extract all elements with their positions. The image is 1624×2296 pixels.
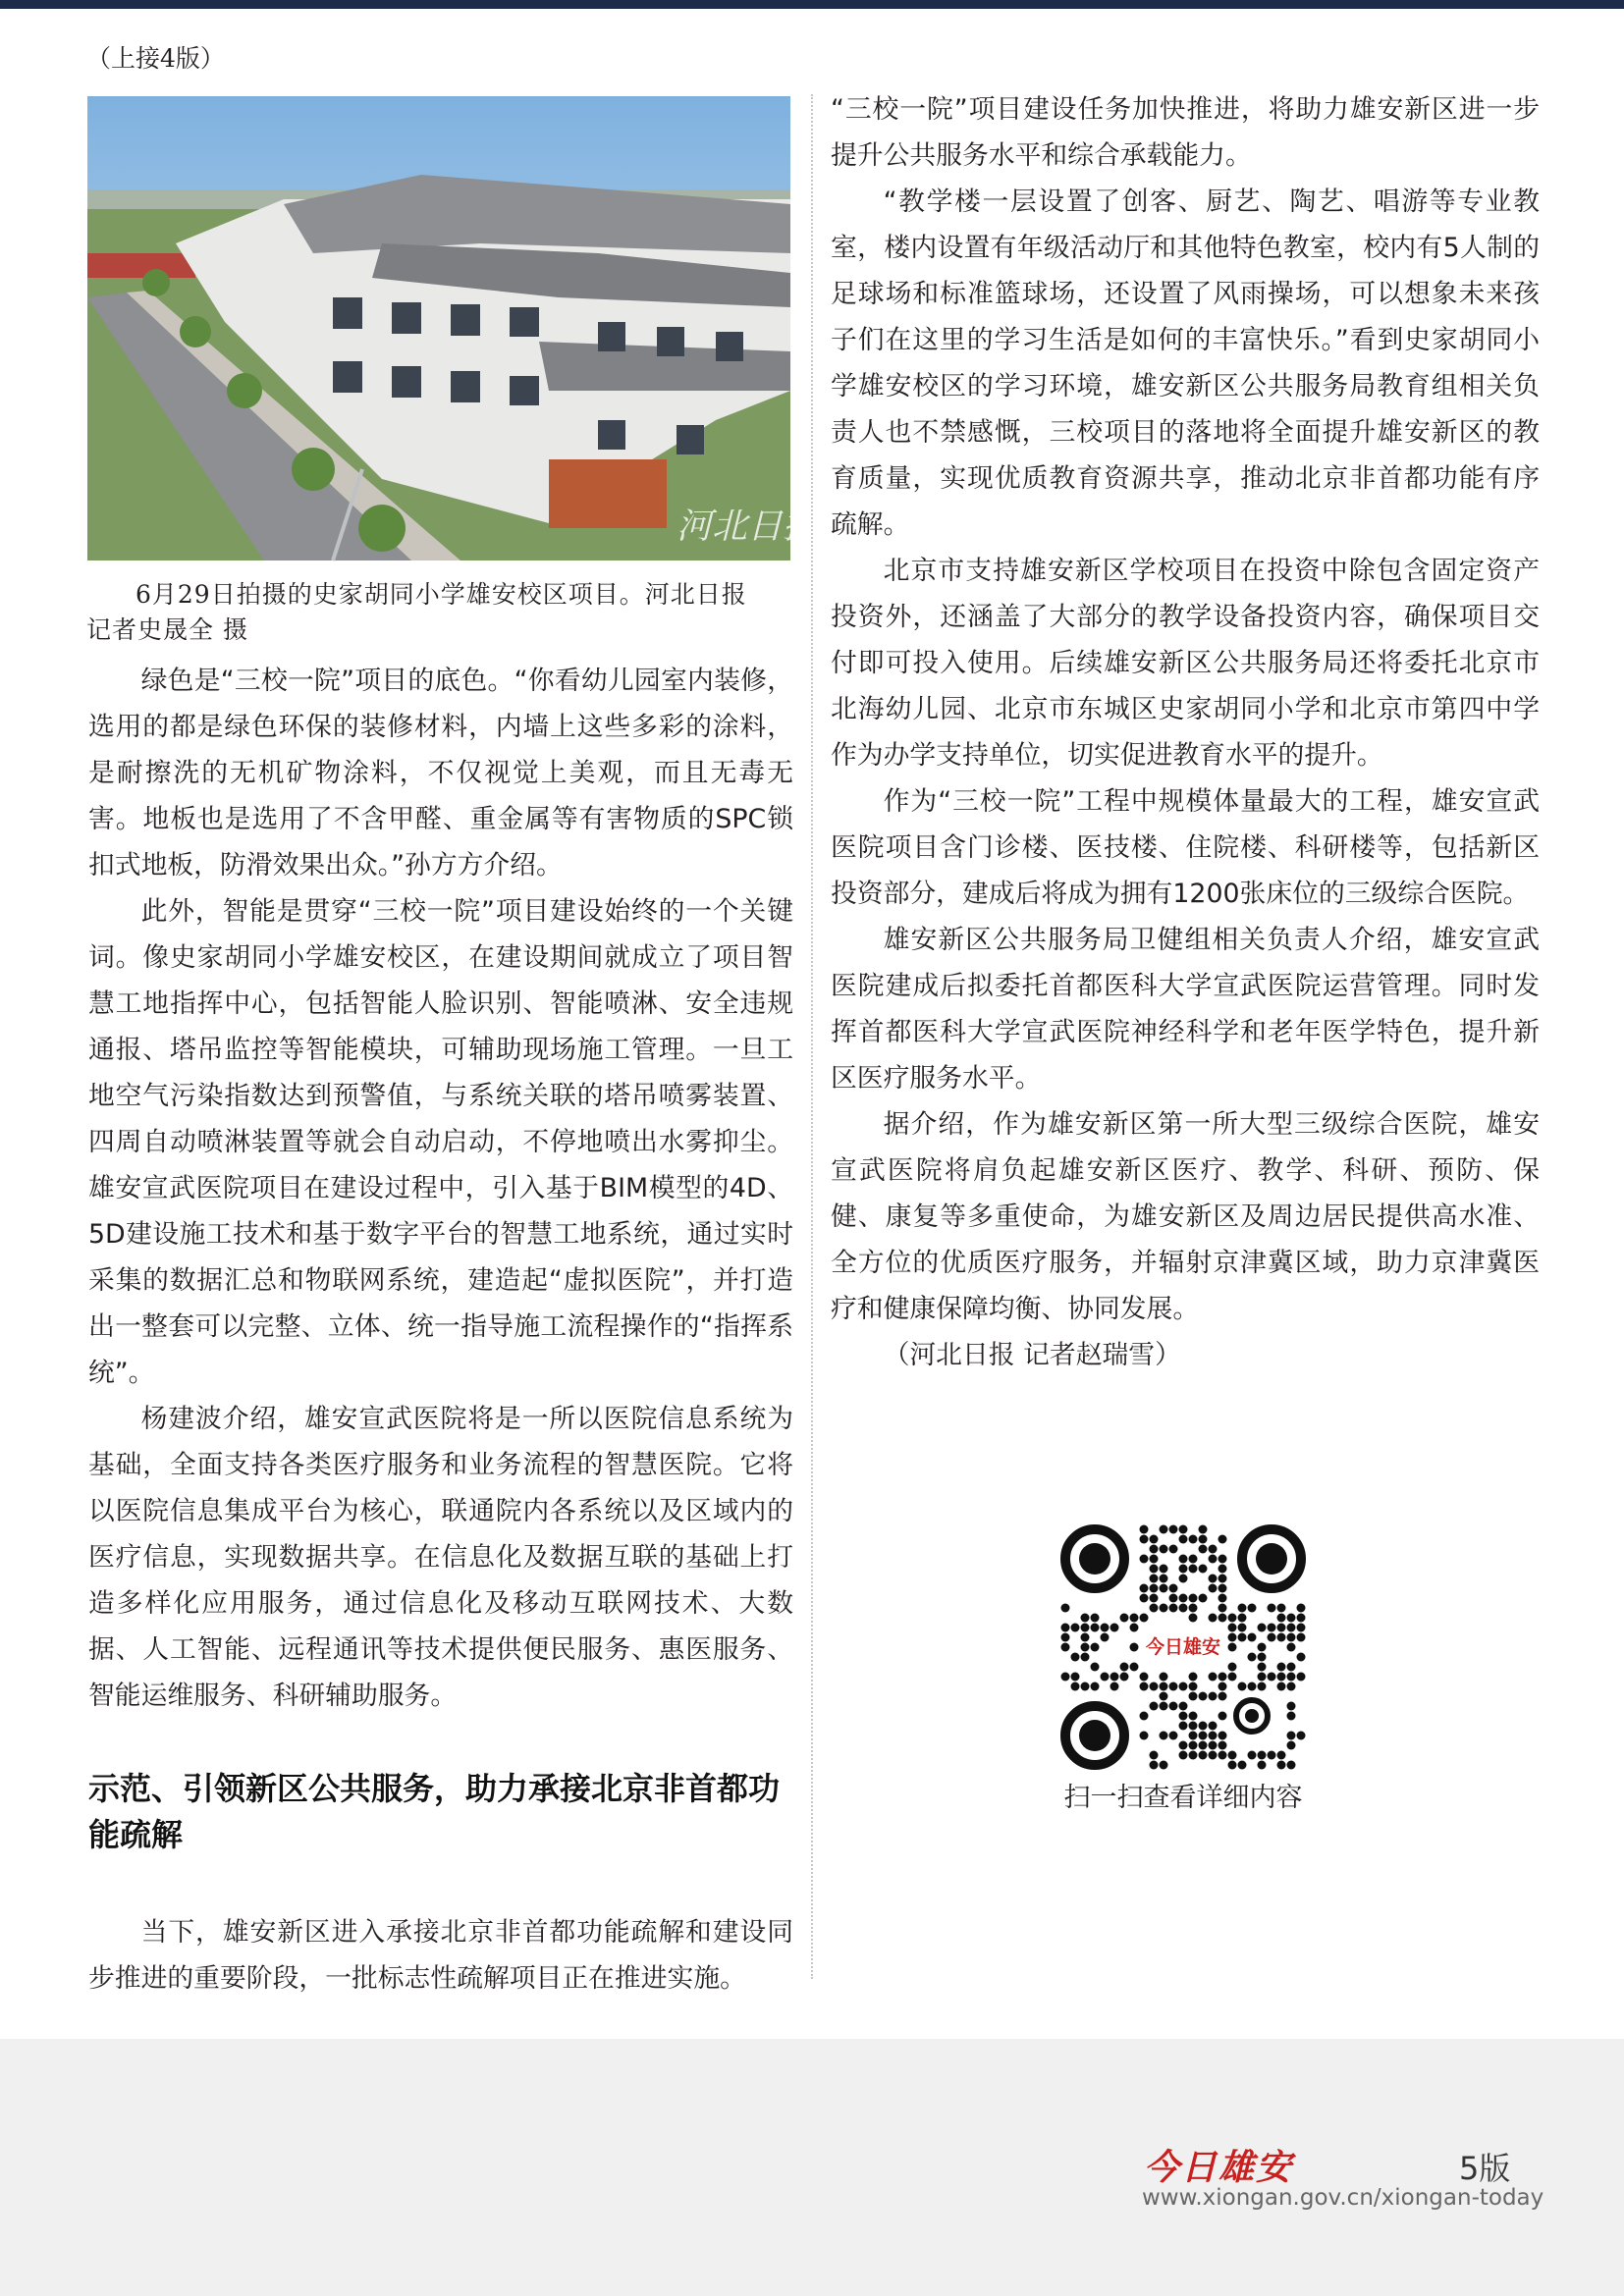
paragraph: 当下，雄安新区进入承接北京非首都功能疏解和建设同步推进的重要阶段，一批标志性疏解项目正在推进实施。 [88,1917,793,1994]
qr-code[interactable] [1060,1524,1306,1770]
left-column [88,658,793,2002]
top-color-bar [0,0,1624,9]
caption-line-1: 6月29日拍摄的史家胡同小学雄安校区项目。河北日报 [135,580,747,609]
news-photo [87,96,819,561]
paragraph: 绿色是“三校一院”项目的底色。“你看幼儿园室内装修，选用的都是绿色环保的装修材料，内墙上这些多彩的涂料，是耐擦洗的无机矿物涂料，不仅视觉上美观，而且无毒无害。地板也是选用了不含甲醛、重金属等有害物质的SPC锁扣式地板，防滑效果出众。”孙方方介绍。 [88,666,793,881]
photo-watermark: 河北日报 [677,507,819,547]
section-heading: 示范、引领新区公共服务，助力承接北京非首都功能疏解 [88,1770,781,1853]
publication-logo: 今日雄安 [1144,2147,1294,2188]
paragraph-continued: “三校一院”项目建设任务加快推进，将助力雄安新区进一步提升公共服务水平和综合承载能力。 [831,94,1540,171]
qr-center-logo: 今日雄安 [1145,1636,1221,1658]
paragraph: 雄安新区公共服务局卫健组相关负责人介绍，雄安宣武医院建成后拟委托首都医科大学宣武医院运营管理。同时发挥首都医科大学宣武医院神经科学和老年医学特色，提升新区医疗服务水平。 [831,925,1540,1094]
paragraph: 此外，智能是贯穿“三校一院”项目建设始终的一个关键词。像史家胡同小学雄安校区，在建设期间就成立了项目智慧工地指挥中心，包括智能人脸识别、智能喷淋、安全违规通报、塔吊监控等智能模块，可辅助现场施工管理。一旦工地空气污染指数达到预警值，与系统关联的塔吊喷雾装置、四周自动喷淋装置等就会自动启动，不停地喷出水雾抑尘。雄安宣武医院项目在建设过程中，引入基于BIM模型的4D、5D建设施工技术和基于数字平台的智慧工地系统，通过实时采集的数据汇总和物联网系统，建造起“虚拟医院”，并打造出一整套可以完整、立体、统一指导施工流程操作的“指挥系统”。 [88,896,793,1388]
right-column [831,86,1540,1378]
byline: （河北日报 记者赵瑞雪） [883,1340,1181,1370]
column-divider [811,94,813,1979]
paragraph: 杨建波介绍，雄安宣武医院将是一所以医院信息系统为基础，全面支持各类医疗服务和业务流程的智慧医院。它将以医院信息集成平台为核心，联通院内各系统以及区域内的医疗信息，实现数据共享。在信息化及数据互联的基础上打造多样化应用服务，通过信息化及移动互联网技术、大数据、人工智能、远程通讯等技术提供便民服务、惠医服务、智能运维服务、科研辅助服务。 [88,1404,793,1711]
caption-line-2: 记者史晟全 摄 [86,615,248,644]
footer-band [0,2039,1624,2296]
paragraph: 作为“三校一院”工程中规模体量最大的工程，雄安宣武医院项目含门诊楼、医技楼、住院楼、科研楼等，包括新区投资部分，建成后将成为拥有1200张床位的三级综合医院。 [831,786,1540,909]
page-number: 5版 [1459,2150,1511,2187]
paragraph: “教学楼一层设置了创客、厨艺、陶艺、唱游等专业教室，楼内设置有年级活动厅和其他特色教室，校内有5人制的足球场和标准篮球场，还设置了风雨操场，可以想象未来孩子们在这里的学习生活是如何的丰富快乐。”看到史家胡同小学雄安校区的学习环境，雄安新区公共服务局教育组相关负责人也不禁感慨，三校项目的落地将全面提升雄安新区的教育质量，实现优质教育资源共享，推动北京非首都功能有序疏解。 [831,187,1540,540]
continuation-note: （上接4版） [86,44,225,73]
website-link[interactable]: www.xiongan.gov.cn/xiongan-today [1142,2185,1544,2211]
paragraph: 北京市支持雄安新区学校项目在投资中除包含固定资产投资外，还涵盖了大部分的教学设备投资内容，确保项目交付即可投入使用。后续雄安新区公共服务局还将委托北京市北海幼儿园、北京市东城区史家胡同小学和北京市第四中学作为办学支持单位，切实促进教育水平的提升。 [831,556,1540,771]
photo-caption [86,577,793,648]
paragraph: 据介绍，作为雄安新区第一所大型三级综合医院，雄安宣武医院将肩负起雄安新区医疗、教学、科研、预防、保健、康复等多重使命，为雄安新区及周边居民提供高水准、全方位的优质医疗服务，并辐射京津冀区域，助力京津冀医疗和健康保障均衡、协同发展。 [831,1109,1540,1324]
qr-caption: 扫一扫查看详细内容 [1063,1783,1303,1813]
